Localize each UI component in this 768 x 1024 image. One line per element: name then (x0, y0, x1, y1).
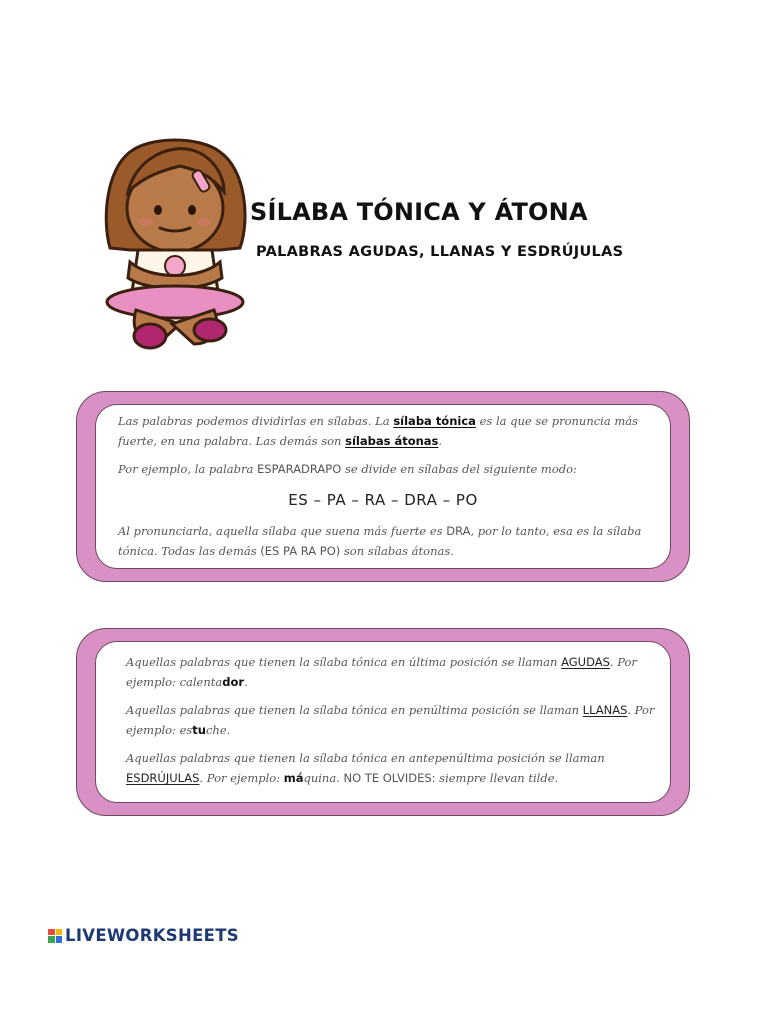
info-card-body (95, 641, 671, 803)
tonic-syllable: DRA (446, 524, 471, 538)
agudas-paragraph (126, 652, 656, 692)
text-segment: . (438, 434, 443, 448)
keyword-esdrujulas: ESDRÚJULAS (126, 771, 200, 785)
logo-square (48, 929, 55, 936)
text-segment: . (244, 675, 248, 689)
page-title: SÍLABA TÓNICA Y ÁTONA (250, 198, 588, 226)
esdrujulas-paragraph (126, 748, 656, 788)
text-segment: quina. (303, 771, 344, 785)
text-segment: es la que se pronuncia más fuerte, en una palabra. Las demás son (118, 414, 639, 448)
text-segment: Aquellas palabras que tienen la sílaba tónica en antepenúltima posición se llaman (126, 751, 605, 765)
tonic-syllable: má (283, 771, 304, 785)
info-card-body (95, 404, 671, 569)
tonic-syllable: dor (222, 675, 245, 689)
logo-square (48, 936, 55, 943)
text-segment: Al pronunciarla, aquella sílaba que suena más fuerte es (118, 524, 447, 538)
text-segment: Aquellas palabras que tienen la sílaba tónica en penúltima posición se llaman (126, 703, 583, 717)
liveworksheets-logo-icon (48, 929, 62, 943)
reminder-label: NO TE OLVIDES: (343, 771, 436, 785)
definition-paragraph (118, 411, 654, 451)
footer-brand-text: LIVEWORKSHEETS (65, 926, 239, 945)
keyword-llanas: LLANAS (582, 703, 628, 717)
text-segment: , por lo tanto, esa es la sílaba tónica. Todas las demás (118, 524, 642, 558)
keyword-agudas: AGUDAS (561, 655, 610, 669)
text-segment: son sílabas átonas. (340, 544, 454, 558)
text-segment: Las palabras podemos dividirlas en sílabas. La (118, 414, 394, 428)
page-subtitle: PALABRAS AGUDAS, LLANAS Y ESDRÚJULAS (256, 244, 624, 260)
text-segment: . Por ejemplo: (199, 771, 284, 785)
text-segment: che. (205, 723, 231, 737)
footer-brand (48, 926, 239, 945)
keyword-silabas-atonas: sílabas átonas (345, 434, 439, 448)
keyword-silaba-tonica: sílaba tónica (393, 414, 476, 428)
llanas-paragraph (126, 700, 656, 740)
info-card-tonic-syllable (76, 391, 690, 582)
girl-sitting-illustration (100, 130, 250, 355)
info-card-word-types (76, 628, 690, 816)
text-segment: se divide en sílabas del siguiente modo: (341, 462, 577, 476)
text-segment: . Por ejemplo: calenta (126, 655, 637, 689)
text-segment: Por ejemplo, la palabra (118, 462, 258, 476)
tonic-syllable: tu (192, 723, 206, 737)
text-segment: siempre llevan tilde. (435, 771, 559, 785)
example-word: ESPARADRAPO (257, 462, 342, 476)
text-segment: . Por ejemplo: es (126, 703, 655, 737)
logo-square (56, 936, 63, 943)
syllable-split: ES – PA – RA – DRA – PO (288, 491, 478, 509)
atonic-syllables: (ES PA RA PO) (260, 544, 341, 558)
example-paragraph (118, 459, 654, 479)
text-segment: Aquellas palabras que tienen la sílaba tónica en última posición se llaman (126, 655, 562, 669)
explanation-paragraph (118, 521, 654, 561)
logo-square (56, 929, 63, 936)
